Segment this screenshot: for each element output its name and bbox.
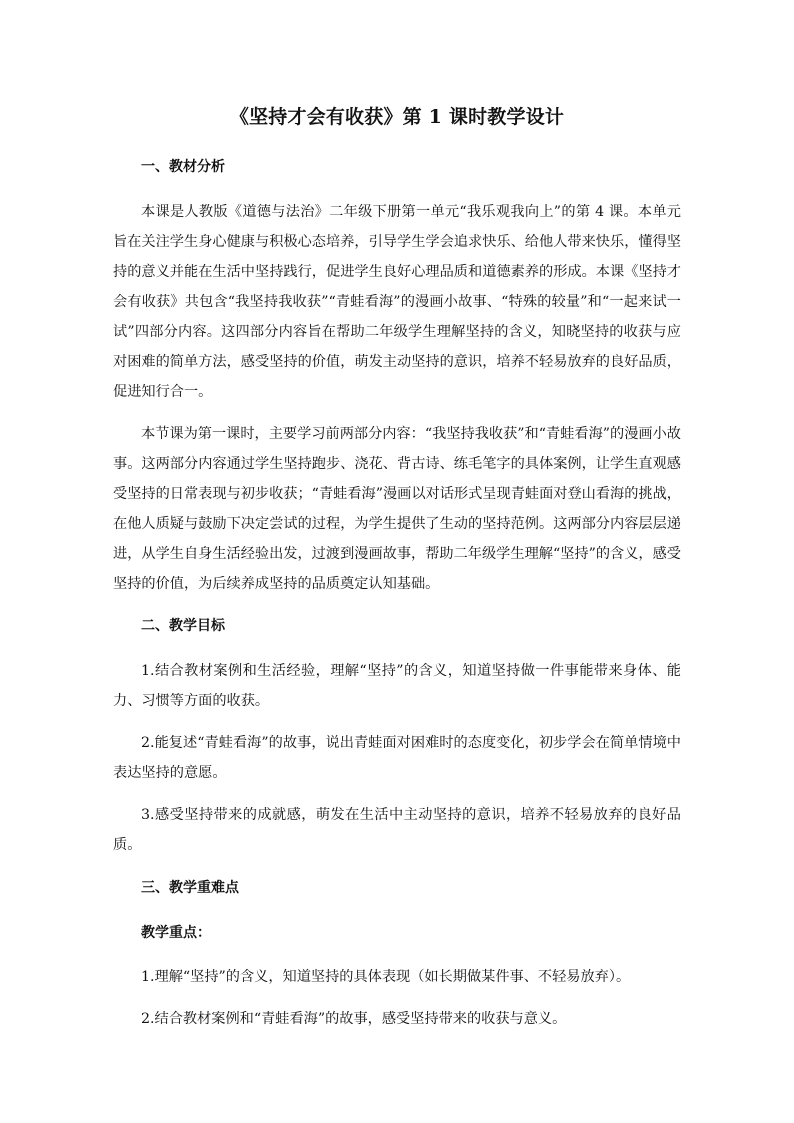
goal-item-3: 3.感受坚持带来的成就感，萌发在生活中主动坚持的意识，培养不轻易放弃的良好品质。 (113, 807, 681, 853)
goal-item-1: 1.结合教材案例和生活经验，理解“坚持”的含义，知道坚持做一件事能带来身体、能力、习惯等方面的收获。 (113, 663, 681, 709)
paragraph-textbook-analysis-1: 本课是人教版《道德与法治》二年级下册第一单元“我乐观我向上”的第 4 课。本单元旨在关注学生身心健康与积极心态培养，引导学生学会追求快乐、给他人带来快乐，懂得坚持的意义并能在生活中坚持践行，促进学生良好心理品质和道德素养的形成。本课《坚持才会有收获》共包含“我坚持我收获”“青蛙看海”的漫画小故事、“特殊的较量”和“一起来试一试”四部分内容。这四部分内容旨在帮助二年级学生理解坚持的含义，知晓坚持的收获与应对困难的简单方法，感受坚持的价值，萌发主动坚持的意识，培养不轻易放弃的良好品质，促进知行合一。 (113, 204, 681, 400)
paragraph-textbook-analysis-2: 本节课为第一课时，主要学习前两部分内容：“我坚持我收获”和“青蛙看海”的漫画小故事。这两部分内容通过学生坚持跑步、浇花、背古诗、练毛笔字的具体案例，让学生直观感受坚持的日常表现与初步收获；“青蛙看海”漫画以对话形式呈现青蛙面对登山看海的挑战，在他人质疑与鼓励下决定尝试的过程，为学生提供了生动的坚持范例。这两部分内容层层递进，从学生自身生活经验出发，过渡到漫画故事，帮助二年级学生理解“坚持”的含义，感受坚持的价值，为后续养成坚持的品质奠定认知基础。 (113, 426, 681, 592)
focus-item-1: 1.理解“坚持”的含义，知道坚持的具体表现（如长期做某件事、不轻易放弃）。 (141, 969, 631, 985)
section-heading-textbook-analysis: 一、教材分析 (141, 159, 225, 175)
document-title: 《坚持才会有收获》第 1 课时教学设计 (229, 106, 565, 128)
subheading-teaching-focus: 教学重点： (141, 925, 211, 941)
section-heading-teaching-goals: 二、教学目标 (141, 618, 225, 634)
section-heading-key-points: 三、教学重难点 (141, 880, 239, 896)
goal-item-2: 2.能复述“青蛙看海”的故事，说出青蛙面对困难时的态度变化，初步学会在简单情境中表达坚持的意愿。 (113, 735, 681, 781)
focus-item-2: 2.结合教材案例和“青蛙看海”的故事，感受坚持带来的收获与意义。 (141, 1011, 567, 1027)
